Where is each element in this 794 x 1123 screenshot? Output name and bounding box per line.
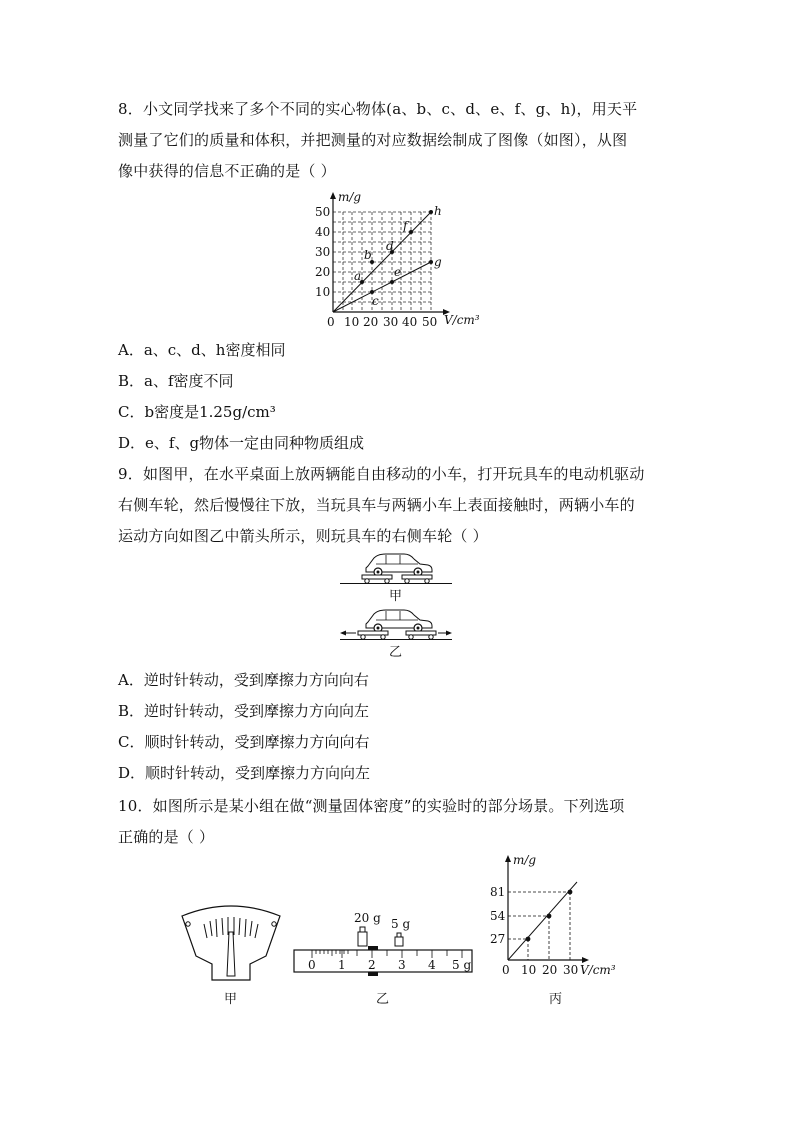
q8-point-a-label: a	[354, 269, 362, 283]
q8-y-axis-label: m/g	[338, 190, 362, 204]
q8-xtick-20: 20	[363, 315, 379, 329]
q8-point-e-label: e	[394, 265, 402, 279]
q10-x-axis-label: V/cm³	[580, 963, 616, 977]
q9-option-c[interactable]: C．顺时针转动，受到摩擦力方向向右	[118, 733, 370, 751]
q8-point-c-label: c	[372, 294, 379, 308]
q9-line-3: 运动方向如图乙中箭头所示，则玩具车的右侧车轮（ ）	[118, 527, 488, 545]
q8-point-f-label: f	[403, 219, 408, 233]
q8-option-b[interactable]: B．a、f密度不同	[118, 372, 234, 390]
q9-car-diagram-yi	[338, 606, 454, 642]
q8-origin-label: 0	[327, 315, 335, 329]
q9-option-a[interactable]: A．逆时针转动，受到摩擦力方向向右	[118, 671, 369, 689]
q10-scale-tick-5: 5 g	[452, 958, 472, 972]
q8-xtick-50: 50	[422, 315, 438, 329]
q10-caption-jia: 甲	[224, 992, 238, 1007]
q10-balance-dial	[178, 902, 284, 982]
q10-scale-tick-3: 3	[398, 958, 406, 972]
q9-option-b[interactable]: B．逆时针转动，受到摩擦力方向向左	[118, 702, 370, 720]
q8-line-2: 测量了它们的质量和体积，并把测量的对应数据绘制成了图像（如图），从图	[118, 131, 628, 149]
q10-y-axis-label: m/g	[513, 853, 537, 867]
q10-scale-tick-1: 1	[338, 958, 346, 972]
q10-scale-tick-4: 4	[428, 958, 436, 972]
q8-x-axis-label: V/cm³	[444, 313, 480, 327]
q9-line-1: 9．如图甲，在水平桌面上放两辆能自由移动的小车，打开玩具车的电动机驱动	[118, 465, 645, 483]
q8-line-3: 像中获得的信息不正确的是（ ）	[118, 162, 336, 180]
q10-xtick-30: 30	[563, 963, 579, 977]
q8-point-h-label: h	[434, 204, 442, 218]
q8-line-1: 8．小文同学找来了多个不同的实心物体(a、b、c、d、e、f、g、h)，用天平	[118, 100, 638, 118]
q10-origin-label: 0	[502, 963, 510, 977]
q8-ytick-30: 30	[315, 245, 331, 259]
q8-point-d-label: d	[386, 239, 394, 253]
q8-ytick-20: 20	[315, 265, 331, 279]
q10-xtick-20: 20	[542, 963, 558, 977]
q8-ytick-50: 50	[315, 205, 331, 219]
q9-line-2: 右侧车轮，然后慢慢往下放，当玩具车与两辆小车上表面接触时，两辆小车的	[118, 496, 635, 514]
q9-caption-jia: 甲	[389, 589, 403, 604]
q10-ytick-81: 81	[490, 885, 506, 899]
q8-point-b-label: b	[364, 248, 372, 262]
q8-xtick-30: 30	[383, 315, 399, 329]
q10-weights-and-scale	[290, 908, 476, 980]
q10-ytick-54: 54	[490, 909, 506, 923]
q9-car-diagram-jia	[338, 550, 454, 586]
q8-xtick-10: 10	[344, 315, 360, 329]
q8-option-d[interactable]: D．e、f、g物体一定由同种物质组成	[118, 434, 365, 452]
q8-option-a[interactable]: A．a、c、d、h密度相同	[118, 341, 286, 359]
q10-xtick-10: 10	[521, 963, 537, 977]
q10-scale-tick-0: 0	[308, 958, 316, 972]
q9-option-d[interactable]: D．顺时针转动，受到摩擦力方向向左	[118, 764, 371, 782]
q8-ytick-10: 10	[315, 285, 331, 299]
q8-ytick-40: 40	[315, 225, 331, 239]
q10-weight-20g-label: 20 g	[354, 911, 381, 925]
q10-weight-5g-label: 5 g	[391, 917, 411, 931]
q9-caption-yi: 乙	[389, 645, 403, 660]
q10-mass-volume-graph	[480, 850, 620, 980]
q10-caption-yi: 乙	[376, 992, 390, 1007]
q8-point-g-label: g	[434, 255, 442, 269]
q8-xtick-40: 40	[402, 315, 418, 329]
q10-caption-bing: 丙	[549, 992, 563, 1007]
q8-mass-volume-graph	[310, 188, 490, 330]
q10-ytick-27: 27	[490, 932, 506, 946]
q10-scale-tick-2: 2	[368, 958, 376, 972]
q10-line-1: 10．如图所示是某小组在做“测量固体密度”的实验时的部分场景。下列选项	[118, 797, 625, 815]
q8-option-c[interactable]: C．b密度是1.25g/cm³	[118, 403, 276, 421]
q10-line-2: 正确的是（ ）	[118, 828, 215, 846]
